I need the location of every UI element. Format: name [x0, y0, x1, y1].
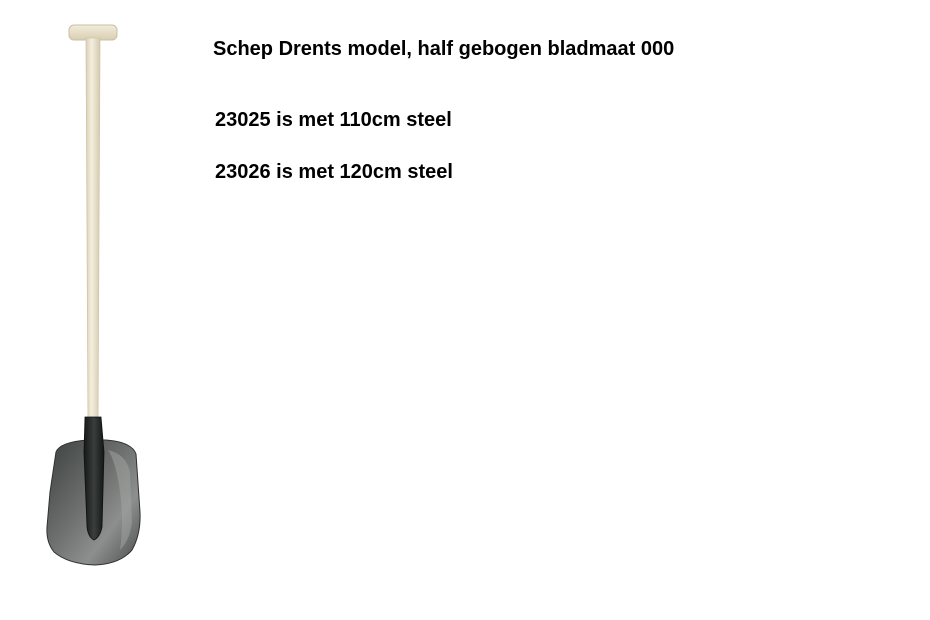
shaft: [86, 38, 100, 422]
variant-23026: 23026 is met 120cm steel: [215, 161, 453, 183]
product-title: Schep Drents model, half gebogen bladmaat 000: [213, 38, 675, 60]
variant-23025: 23025 is met 110cm steel: [215, 109, 452, 131]
spade-icon: [40, 22, 150, 572]
socket: [84, 417, 104, 540]
